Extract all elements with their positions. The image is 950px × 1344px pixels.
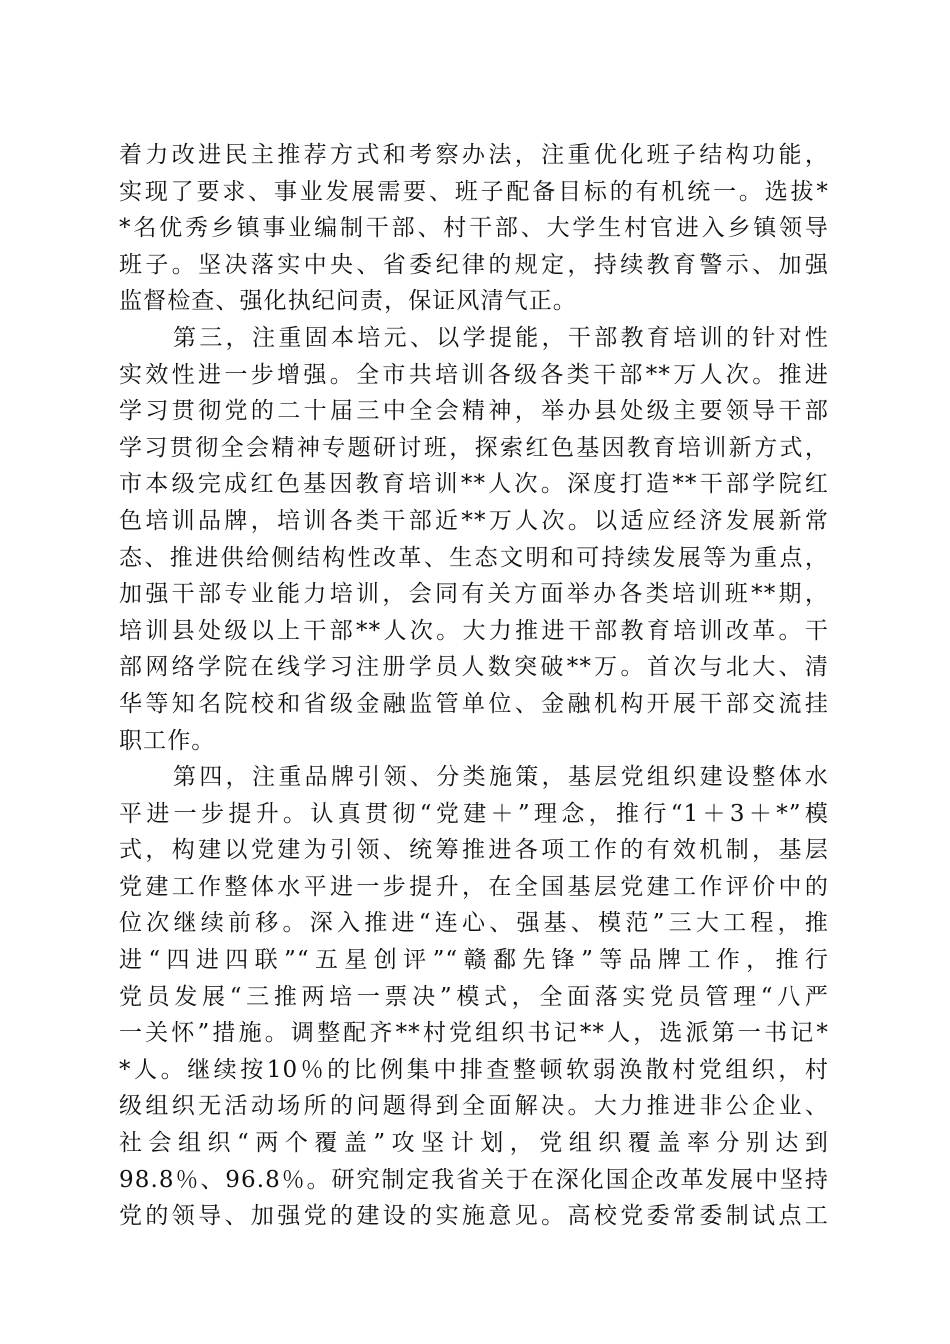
text-line: 平进一步提升。认真贯彻“党建＋”理念，推行“1＋3＋*”模 [119,800,829,827]
text-line: 华等知名院校和省级金融监管单位、金融机构开展干部交流挂 [119,690,829,717]
text-line: 式，构建以党建为引领、统筹推进各项工作的有效机制，基层 [119,837,829,864]
text-line: 班子。坚决落实中央、省委纪律的规定，持续教育警示、加强 [119,251,829,278]
text-line: 职工作。 [119,727,216,754]
text-line: 实现了要求、事业发展需要、班子配备目标的有机统一。选拔* [119,178,829,205]
text-line: 第三，注重固本培元、以学提能，干部教育培训的针对性 [173,324,829,351]
text-line: 学习贯彻党的二十届三中全会精神，举办县处级主要领导干部 [119,398,829,425]
text-line: 部网络学院在线学习注册学员人数突破**万。首次与北大、清 [119,654,829,681]
text-line: 一关怀”措施。调整配齐**村党组织书记**人，选派第一书记* [119,1020,829,1047]
text-line: 培训县处级以上干部**人次。大力推进干部教育培训改革。干 [119,617,829,644]
text-line: 党建工作整体水平进一步提升，在全国基层党建工作评价中的 [119,873,829,900]
text-line: 第四，注重品牌引领、分类施策，基层党组织建设整体水 [173,764,829,791]
text-line: 党员发展“三推两培一票决”模式，全面落实党员管理“八严 [119,983,829,1010]
text-line: 加强干部专业能力培训，会同有关方面举办各类培训班**期， [119,581,829,608]
text-line: 98.8％、96.8％。研究制定我省关于在深化国企改革发展中坚持 [119,1166,829,1193]
text-line: 色培训品牌，培训各类干部近**万人次。以适应经济发展新常 [119,507,829,534]
text-line: 学习贯彻全会精神专题研讨班，探索红色基因教育培训新方式， [119,434,829,461]
text-line: 级组织无活动场所的问题得到全面解决。大力推进非公企业、 [119,1093,829,1120]
text-line: 进“四进四联”“五星创评”“赣鄱先锋”等品牌工作，推行 [119,947,829,974]
text-line: 党的领导、加强党的建设的实施意见。高校党委常委制试点工 [119,1203,829,1230]
text-line: 位次继续前移。深入推进“连心、强基、模范”三大工程，推 [119,910,829,937]
text-line: *人。继续按10％的比例集中排查整顿软弱涣散村党组织，村 [119,1056,829,1083]
text-line: 监督检查、强化执纪问责，保证风清气正。 [119,288,577,315]
text-line: 着力改进民主推荐方式和考察办法，注重优化班子结构功能， [119,142,829,168]
text-line: 市本级完成红色基因教育培训**人次。深度打造**干部学院红 [119,471,829,498]
document-body [119,137,829,1235]
text-line: 态、推进供给侧结构性改革、生态文明和可持续发展等为重点， [119,544,829,571]
text-line: 实效性进一步增强。全市共培训各级各类干部**万人次。推进 [119,361,829,388]
text-line: *名优秀乡镇事业编制干部、村干部、大学生村官进入乡镇领导 [119,215,829,242]
text-line: 社会组织“两个覆盖”攻坚计划，党组织覆盖率分别达到 [119,1130,829,1157]
